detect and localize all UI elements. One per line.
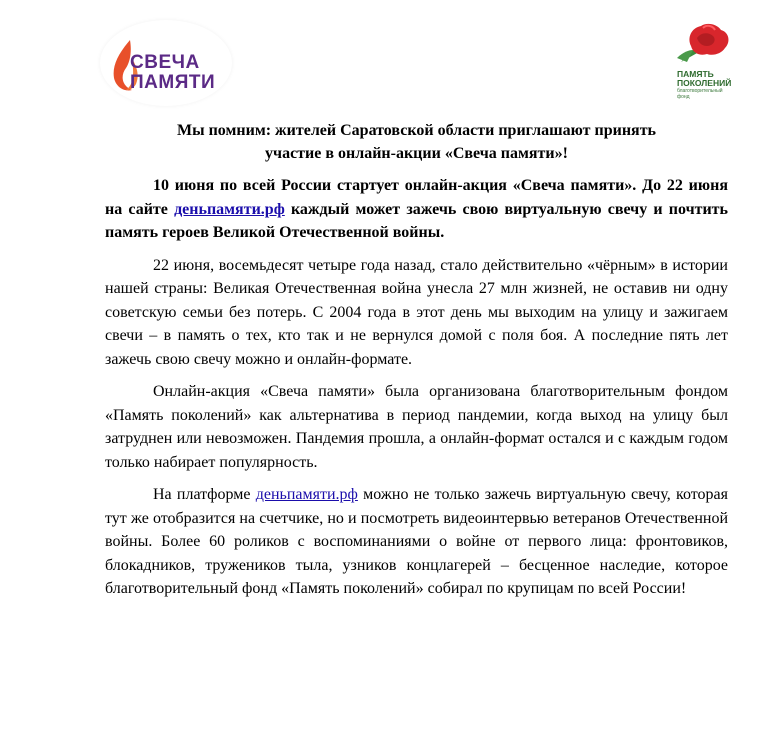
- logo-line-1: СВЕЧА: [130, 52, 200, 73]
- headline: [105, 119, 728, 165]
- logo-line-2: ПАМЯТИ: [130, 72, 216, 93]
- paragraph-history: 22 июня, восемьдесят четыре года назад, стало действительно «чёрным» в истории нашей страны: Великая Отечественная война унесла 27 млн жизней, не оставив ни одну советскую семьи без потерь. С 2004 года в этот день мы выходим на улицу и зажигаем свечи – в память о тех, кто так и не вернулся домой с поля боя. А последние пять лет зажечь свою свечу можно и онлайн-формате.: [105, 256, 728, 368]
- pamyat-pokoleniy-logo: [665, 18, 745, 108]
- fund-name-line-1: ПАМЯТЬ: [677, 69, 714, 79]
- site-link[interactable]: деньпамяти.рф: [174, 200, 285, 218]
- paragraph-organizer: Онлайн-акция «Свеча памяти» была организована благотворительным фондом «Память поколений» как альтернатива в период пандемии, когда выход на улицу был затруднен или невозможен. Пандемия прошла, а онлайн-формат остался и с каждым годом только набирает популярность.: [105, 383, 728, 471]
- platform-text-start: На платформе: [153, 486, 256, 503]
- fund-name-line-2: ПОКОЛЕНИЙ: [677, 78, 732, 88]
- lead-paragraph: [105, 174, 728, 245]
- svecha-pamyati-logo: [100, 20, 232, 106]
- fund-type-line-2: фонд: [677, 94, 690, 100]
- lead-text-end: каждый может зажечь свою виртуальную свечу и почтить память героев Великой Отечественной войны.: [105, 200, 729, 241]
- fund-type-line-1: благотворительный: [677, 88, 723, 94]
- paragraph-platform: [105, 483, 728, 601]
- headline-line-1: Мы помним: жителей Саратовской области приглашают принять: [176, 122, 657, 139]
- carnation-icon: [673, 18, 733, 68]
- platform-text-end: можно не только зажечь виртуальную свечу, которая тут же отобразится на счетчике, но и посмотреть видеоинтервью ветеранов Отечественной войны. Более 60 роликов с воспоминаниями о войне от первого лица: фронтовиков, блокадников, тружеников тыла, узников концлагерей – бесценное наследие, которое благотворительный фонд «Память поколений» собирал по крупицам по всей России!: [105, 486, 728, 597]
- lead-text-start: 10 июня по всей России стартует онлайн-акция «Свеча памяти». До 22 июня на сайте: [105, 177, 728, 218]
- press-release-body: [105, 119, 728, 601]
- headline-line-2: участие в онлайн-акции «Свеча памяти»!: [265, 145, 568, 162]
- platform-link[interactable]: деньпамяти.рф: [255, 486, 358, 503]
